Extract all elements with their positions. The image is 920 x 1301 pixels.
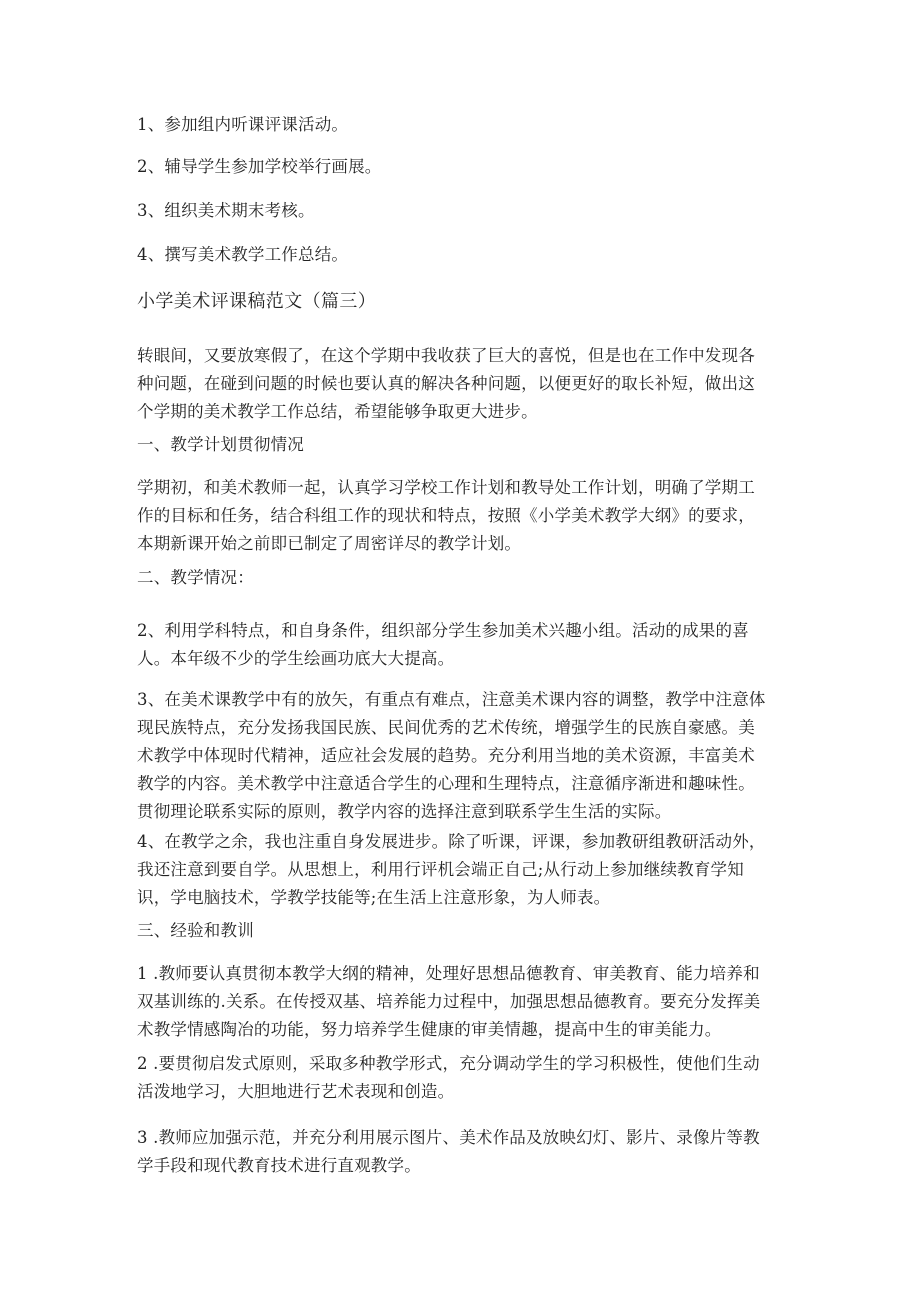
paragraph-line: 个学期的美术教学工作总结，希望能够争取更大进步。 xyxy=(137,402,538,421)
paragraph-line: 学手段和现代教育技术进行直观教学。 xyxy=(137,1156,421,1175)
list-item: 3、组织美术期末考核。 xyxy=(137,201,315,220)
list-item: 2、辅导学生参加学校举行画展。 xyxy=(137,157,382,176)
paragraph-line: 教学的内容。美术教学中注意适合学生的心理和生理特点，注意循序渐进和趣味性。 xyxy=(137,774,755,793)
paragraph-line: 学期初，和美术教师一起，认真学习学校工作计划和教导处工作计划，明确了学期工 xyxy=(137,478,755,497)
paragraph-line: 2 .要贯彻启发式原则，采取多种教学形式，充分调动学生的学习积极性，使他们生动 xyxy=(137,1054,760,1073)
paragraph-line: 人。本年级不少的学生绘画功底大大提高。 xyxy=(137,649,455,668)
subheading-plan: 一、教学计划贯彻情况 xyxy=(137,435,304,454)
paragraph-line: 3、在美术课教学中有的放矢，有重点有难点，注意美术课内容的调整，教学中注意体 xyxy=(137,690,766,709)
lesson-paragraph-2 xyxy=(137,1050,787,1106)
paragraph-line: 活泼地学习，大胆地进行艺术表现和创造。 xyxy=(137,1082,455,1101)
paragraph-line: 本期新课开始之前即已制定了周密详尽的教学计划。 xyxy=(137,534,522,553)
lesson-paragraph-3 xyxy=(137,1124,787,1180)
paragraph-line: 1 .教师要认真贯彻本教学大纲的精神，处理好思想品德教育、审美教育、能力培养和 xyxy=(137,964,760,983)
section-title: 小学美术评课稿范文（篇三） xyxy=(137,291,377,312)
teaching-paragraph-4 xyxy=(137,828,787,912)
list-item: 4、撰写美术教学工作总结。 xyxy=(137,245,349,264)
paragraph-line: 作的目标和任务，结合科组工作的现状和特点，按照《小学美术教学大纲》的要求， xyxy=(137,506,755,525)
subheading-lessons: 三、经验和教训 xyxy=(137,921,254,940)
teaching-paragraph-2 xyxy=(137,617,787,673)
list-item: 1、参加组内听课评课活动。 xyxy=(137,115,349,134)
subheading-teaching: 二、教学情况： xyxy=(137,568,254,587)
paragraph-line: 贯彻理论联系实际的原则，教学内容的选择注意到联系学生生活的实际。 xyxy=(137,802,672,821)
paragraph-line: 4、在教学之余，我也注重自身发展进步。除了听课，评课，参加教研组教研活动外， xyxy=(137,832,766,851)
paragraph-line: 术教学中体现时代精神，适应社会发展的趋势。充分利用当地的美术资源，丰富美术 xyxy=(137,746,755,765)
paragraph-line: 3 .教师应加强示范，并充分利用展示图片、美术作品及放映幻灯、影片、录像片等教 xyxy=(137,1128,760,1147)
lesson-paragraph-1 xyxy=(137,960,787,1044)
paragraph-line: 转眼间，又要放寒假了，在这个学期中我收获了巨大的喜悦，但是也在工作中发现各 xyxy=(137,346,755,365)
paragraph-line: 种问题，在碰到问题的时候也要认真的解决各种问题，以便更好的取长补短，做出这 xyxy=(137,374,755,393)
paragraph-line: 我还注意到要自学。从思想上，利用行评机会端正自己;从行动上参加继续教育学知 xyxy=(137,860,744,879)
intro-paragraph xyxy=(137,342,787,426)
plan-paragraph xyxy=(137,474,787,558)
paragraph-line: 术教学情感陶冶的功能，努力培养学生健康的审美情趣，提高中生的审美能力。 xyxy=(137,1020,722,1039)
paragraph-line: 2、利用学科特点，和自身条件，组织部分学生参加美术兴趣小组。活动的成果的喜 xyxy=(137,621,749,640)
teaching-paragraph-3 xyxy=(137,686,787,826)
paragraph-line: 双基训练的.关系。在传授双基、培养能力过程中，加强思想品德教育。要充分发挥美 xyxy=(137,992,761,1011)
paragraph-line: 识，学电脑技术，学教学技能等;在生活上注意形象，为人师表。 xyxy=(137,888,611,907)
paragraph-line: 现民族特点，充分发扬我国民族、民间优秀的艺术传统，增强学生的民族自豪感。美 xyxy=(137,718,755,737)
